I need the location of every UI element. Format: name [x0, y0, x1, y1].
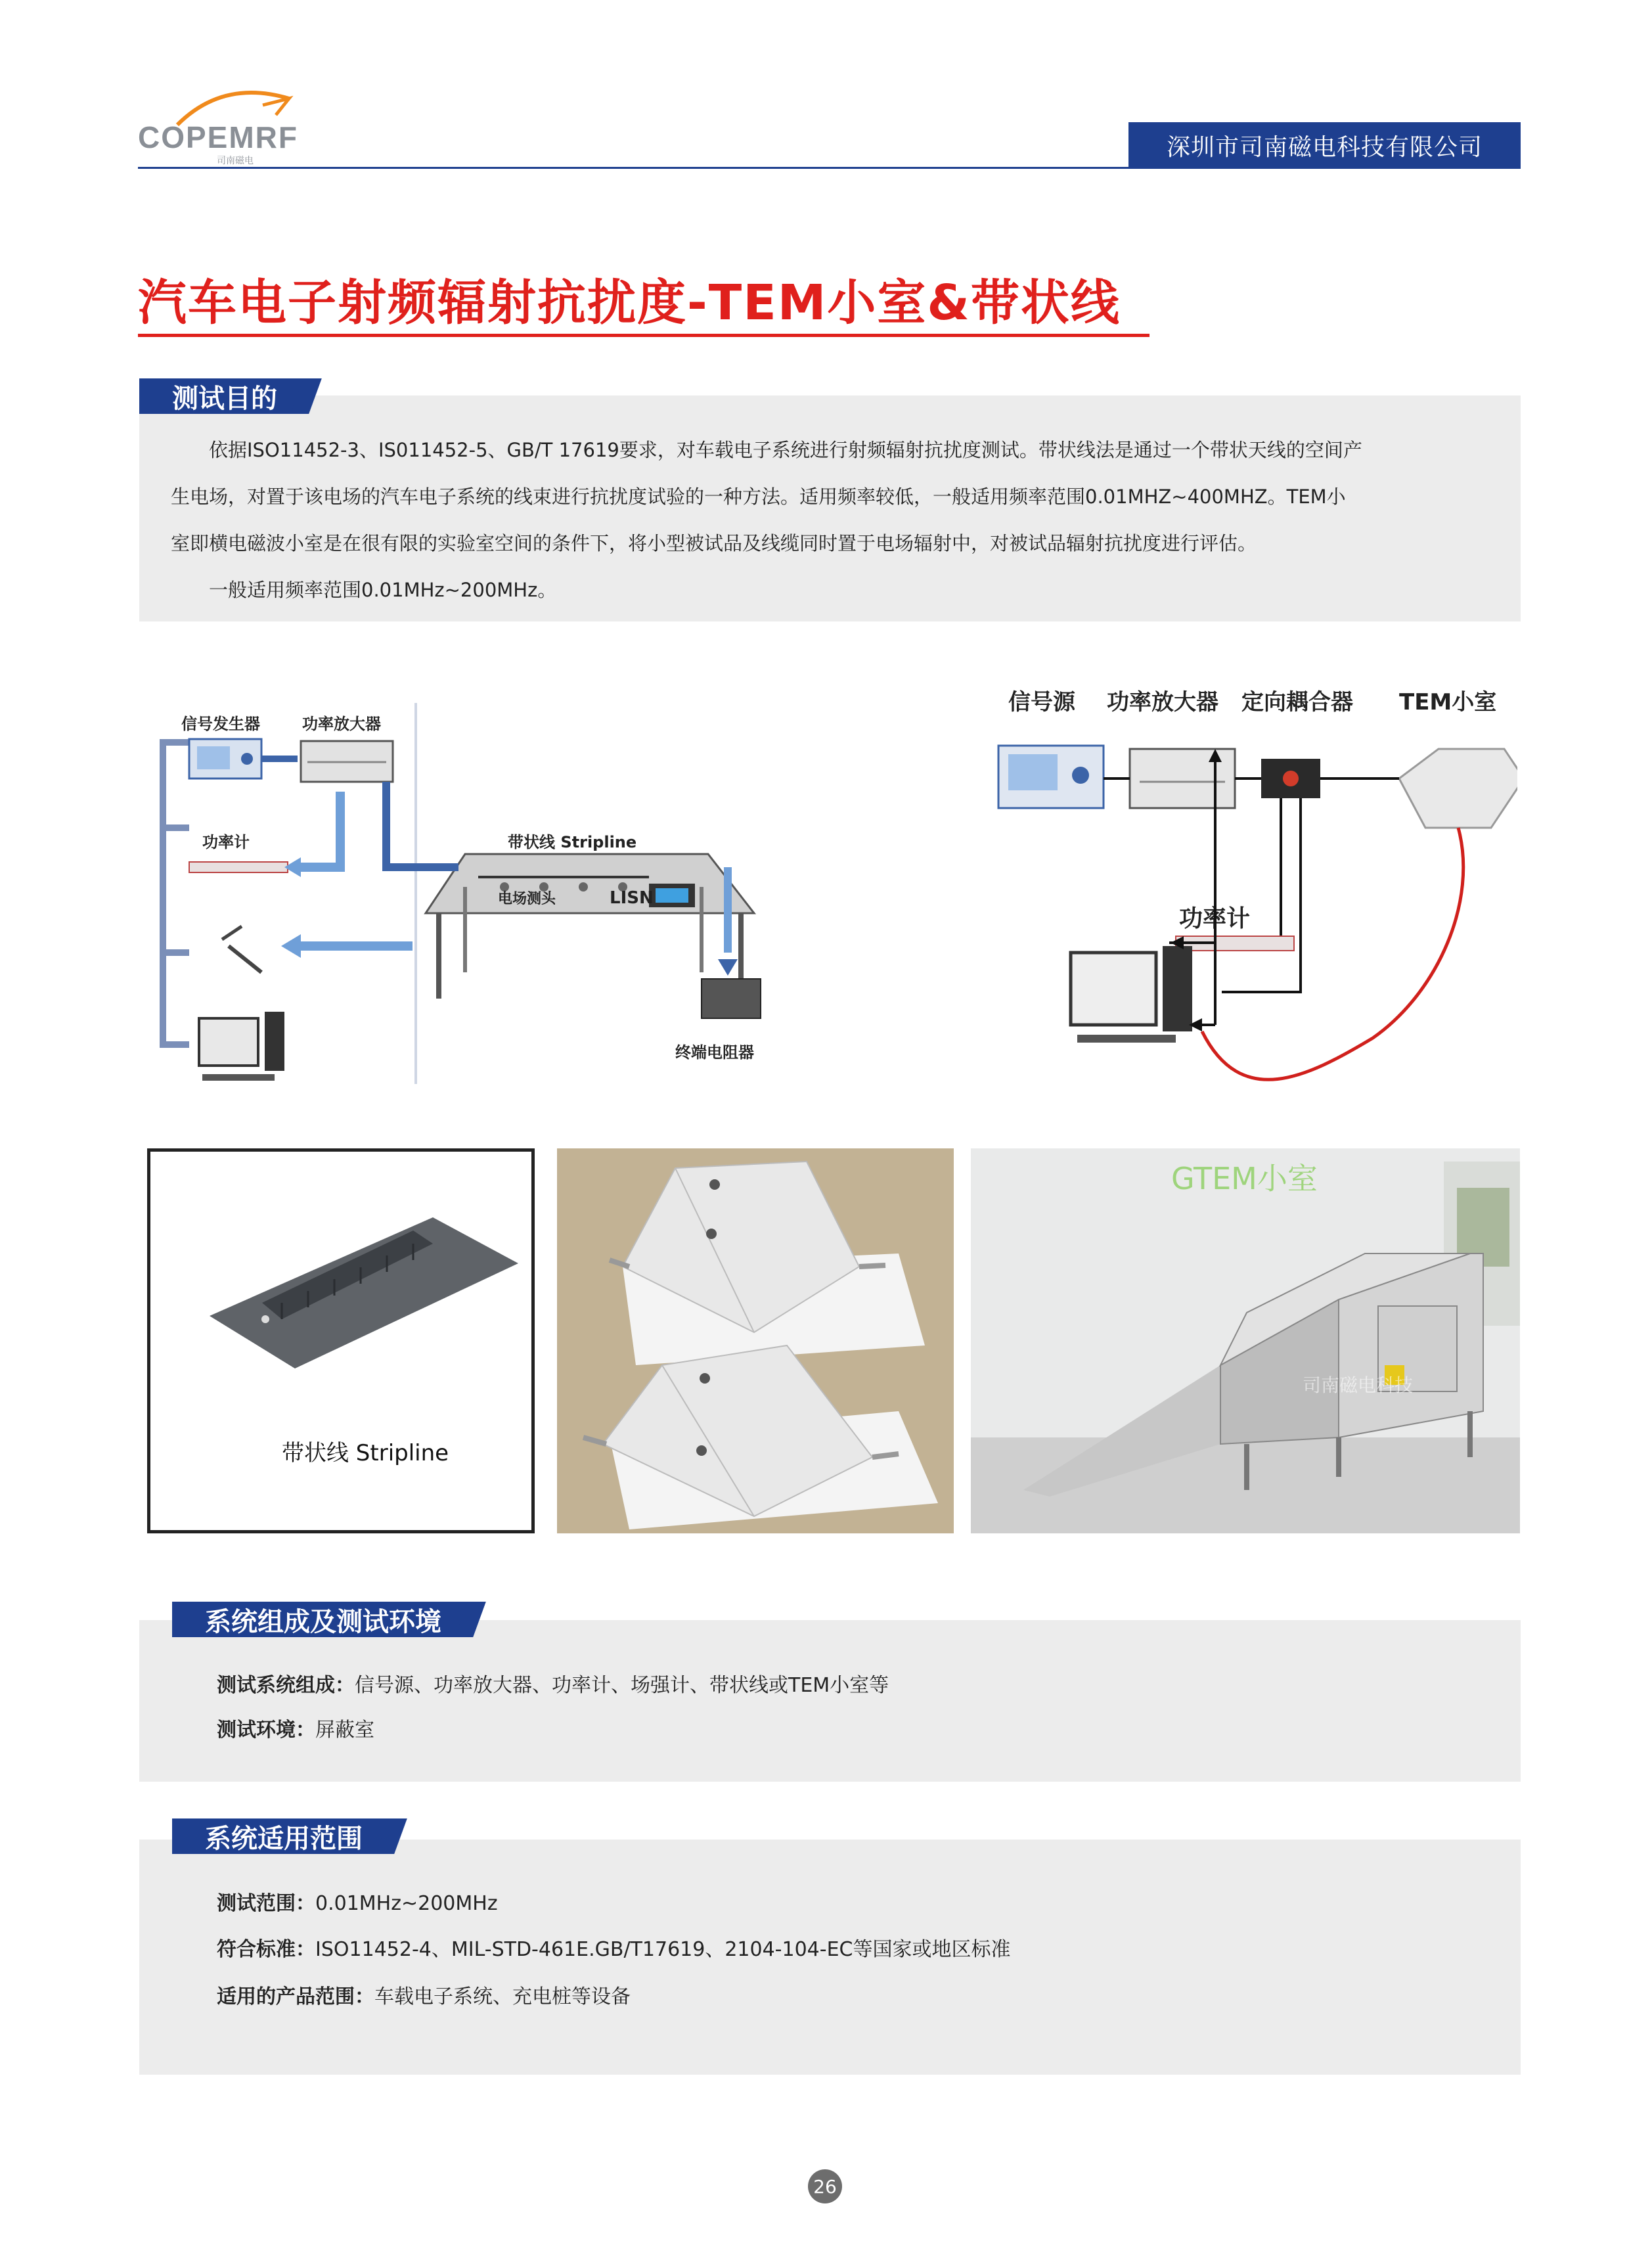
purpose-line-1: 依据ISO11452-3、IS011452-5、GB/T 17619要求，对车载电子系统进行射频辐射抗扰度测试。带状线法是通过一个带状天线的空间产	[209, 439, 1362, 461]
company-name-banner: 深圳市司南磁电科技有限公司	[1128, 122, 1521, 168]
standards-label: 符合标准：	[217, 1938, 315, 1961]
gtem-watermark: 司南磁电科技	[1303, 1374, 1414, 1396]
label-directional-coupler: 定向耦合器	[1241, 689, 1353, 715]
gtem-cell-photo	[971, 1148, 1520, 1533]
section-purpose-heading: 测试目的	[139, 378, 306, 414]
label-power-amplifier-right: 功率放大器	[1107, 689, 1218, 715]
stripline-photo	[147, 1148, 535, 1533]
product-scope-value: 车载电子系统、充电桩等设备	[374, 1985, 631, 2008]
label-lisn: LISN	[610, 888, 654, 908]
label-termination: 终端电阻器	[675, 1043, 754, 1062]
section-purpose-text	[171, 427, 1491, 614]
product-scope-line	[217, 1980, 631, 2009]
stripline-caption: 带状线 Stripline	[282, 1440, 449, 1466]
purpose-line-2: 生电场，对置于该电场的汽车电子系统的线束进行抗扰度试验的一种方法。适用频率较低，一般适用频率范围0.01MHZ~400MHZ。TEM小	[171, 485, 1346, 508]
tem-cell-setup-diagram	[900, 683, 1517, 1110]
label-power-meter: 功率计	[202, 833, 250, 851]
page-title: 汽车电子射频辐射抗扰度-TEM小室&带状线	[138, 275, 1121, 331]
purpose-line-4: 一般适用频率范围0.01MHz~200MHz。	[209, 579, 557, 601]
system-composition-line	[217, 1669, 889, 1698]
purpose-line-3: 室即横电磁波小室是在很有限的实验室空间的条件下，将小型被试品及线缆同时置于电场辐射中，对被试品辐射抗扰度进行评估。	[171, 532, 1257, 554]
logo-text: COPEMRF	[138, 120, 298, 154]
label-stripline: 带状线 Stripline	[508, 833, 637, 851]
stripline-setup-diagram	[150, 690, 780, 1110]
title-underline	[138, 334, 1150, 337]
label-signal-generator: 信号发生器	[181, 715, 260, 733]
label-power-amplifier: 功率放大器	[302, 715, 381, 733]
header-divider	[138, 167, 1521, 169]
label-field-probe: 电场测头	[498, 891, 556, 907]
page-number: 26	[808, 2169, 842, 2203]
label-tem-cell: TEM小室	[1399, 689, 1497, 715]
label-signal-source: 信号源	[1008, 689, 1075, 715]
standards-value: ISO11452-4、MIL-STD-461E.GB/T17619、2104-104-EC等国家或地区标准	[315, 1938, 1011, 1961]
system-composition-value: 信号源、功率放大器、功率计、场强计、带状线或TEM小室等	[355, 1674, 889, 1697]
test-environment-label: 测试环境：	[217, 1719, 315, 1742]
test-environment-value: 屏蔽室	[315, 1719, 374, 1742]
system-composition-label: 测试系统组成：	[217, 1674, 355, 1697]
company-logo	[138, 85, 298, 166]
standards-line	[217, 1933, 1011, 1962]
section-system-heading: 系统组成及测试环境	[172, 1602, 470, 1637]
tem-cells-photo	[557, 1148, 954, 1533]
section-system-panel	[139, 1620, 1521, 1782]
section-scope-heading: 系统适用范围	[172, 1818, 391, 1854]
logo-subtext: 司南磁电	[217, 156, 254, 166]
test-environment-line	[217, 1713, 374, 1742]
test-range-line	[217, 1887, 498, 1916]
label-power-meter-right: 功率计	[1179, 905, 1251, 932]
test-range-value: 0.01MHz~200MHz	[315, 1892, 498, 1915]
test-range-label: 测试范围：	[217, 1892, 315, 1915]
gtem-caption: GTEM小室	[1171, 1161, 1318, 1196]
product-scope-label: 适用的产品范围：	[217, 1985, 374, 2008]
